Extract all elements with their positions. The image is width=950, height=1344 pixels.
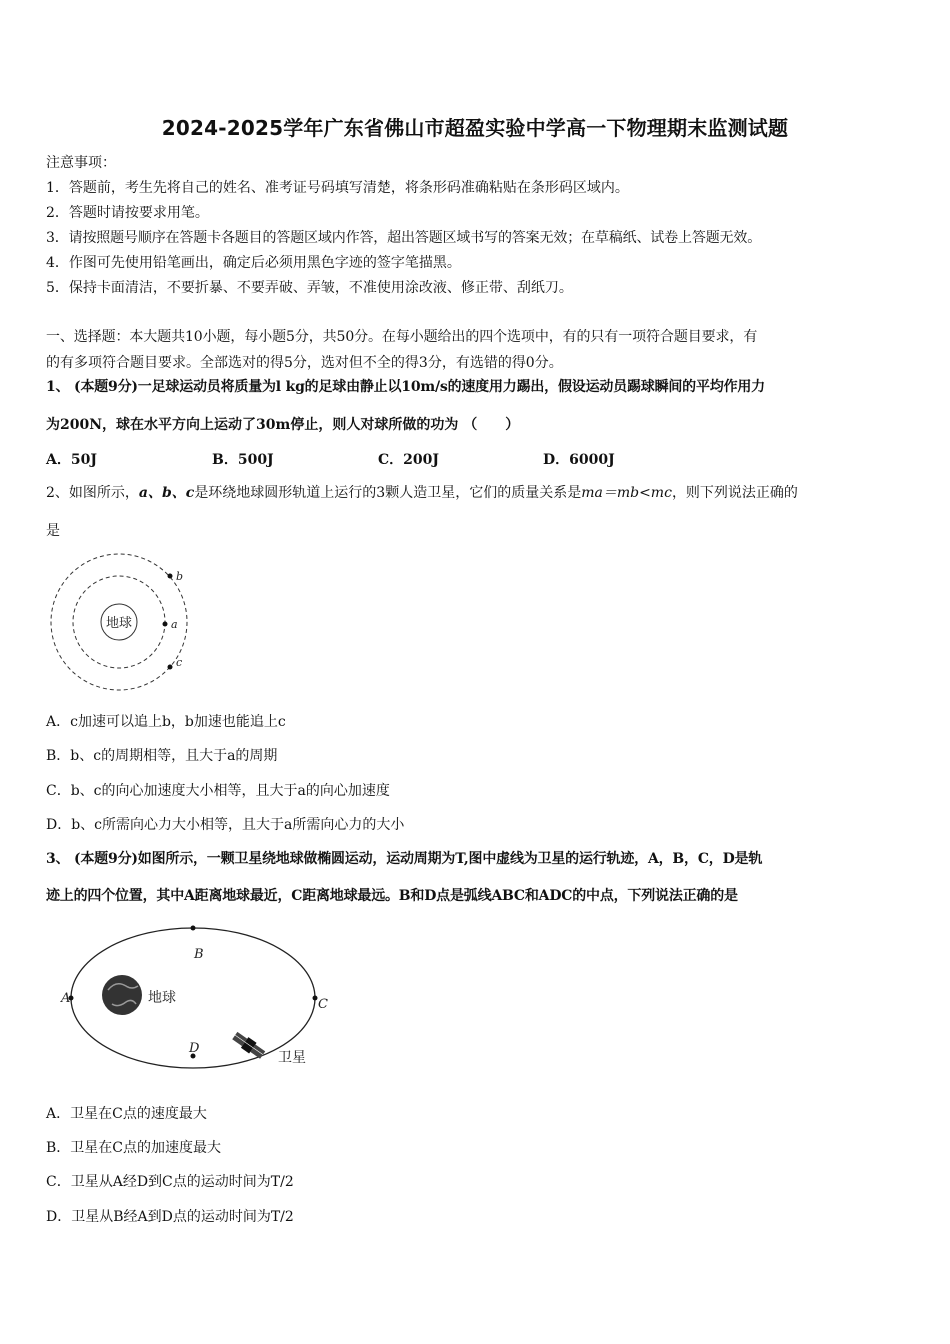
q2-stem-line-2: 是 xyxy=(46,523,60,539)
q2-mass-relation: ma＝mb<mc xyxy=(581,485,672,501)
q3-orbit-figure xyxy=(56,916,346,1076)
q1-stem-line-2: 为200N，球在水平方向上运动了30m停止，则人对球所做的功为 （ ） xyxy=(46,417,520,433)
q2-option-c: C．b、c的向心加速度大小相等，且大于a的向心加速度 xyxy=(46,783,390,799)
notice-item-2: 2．答题时请按要求用笔。 xyxy=(46,205,209,221)
q2-option-b: B．b、c的周期相等，且大于a的周期 xyxy=(46,748,278,764)
earth-icon xyxy=(102,975,142,1015)
q2-stem-part-2: 是环绕地球圆形轨道上运行的3颗人造卫星，它们的质量关系是 xyxy=(194,485,582,501)
notice-item-3: 3．请按照题号顺序在答题卡各题目的答题区域内作答，超出答题区域书写的答案无效；在草稿纸、试卷上答题无效。 xyxy=(46,230,762,246)
section-intro-line-2: 的有多项符合题目要求。全部选对的得5分，选对但不全的得3分，有选错的得0分。 xyxy=(46,355,563,371)
notice-item-5: 5．保持卡面清洁，不要折暴、不要弄破、弄皱，不准使用涂改液、修正带、刮纸刀。 xyxy=(46,280,573,296)
q2-orbit-figure xyxy=(46,548,206,698)
q1-stem-line-1: 1、 (本题9分)一足球运动员将质量为l kg的足球由静止以10m/s的速度用力踢出，假设运动员踢球瞬间的平均作用力 xyxy=(46,379,765,395)
label-c: c xyxy=(176,656,183,669)
point-c xyxy=(313,996,318,1001)
q2-option-a: A．c加速可以追上b，b加速也能追上c xyxy=(46,714,286,730)
q3-stem-line-2: 迹上的四个位置，其中A距离地球最近，C距离地球最远。B和D点是弧线ABC和ADC的中点，下列说法正确的是 xyxy=(46,888,738,904)
label-c: C xyxy=(318,997,328,1012)
q2-stem-line-1 xyxy=(46,482,798,502)
q2-stem-part-1: 2、如图所示， xyxy=(46,485,139,501)
label-d: D xyxy=(189,1041,200,1056)
label-b: B xyxy=(194,947,204,962)
earth-label: 地球 xyxy=(148,990,176,1006)
q3-option-b: B．卫星在C点的加速度最大 xyxy=(46,1140,221,1156)
q1-option-d: D．6000J xyxy=(543,452,615,468)
satellite-b xyxy=(168,574,173,579)
satellite-c xyxy=(168,665,173,670)
q2-satellite-vars: a、b、c xyxy=(138,485,195,501)
q2-stem-part-3: ，则下列说法正确的 xyxy=(671,485,798,501)
label-a: A xyxy=(61,991,71,1006)
label-b: b xyxy=(176,570,184,583)
q1-option-b: B．500J xyxy=(212,452,274,468)
q3-stem-line-1: 3、 (本题9分)如图所示，一颗卫星绕地球做椭圆运动，运动周期为T,图中虚线为卫星的运行轨迹，A，B，C，D是轨 xyxy=(46,851,763,867)
notice-item-1: 1．答题前，考生先将自己的姓名、准考证号码填写清楚，将条形码准确粘贴在条形码区域内。 xyxy=(46,180,629,196)
q2-option-d: D．b、c所需向心力大小相等，且大于a所需向心力的大小 xyxy=(46,817,405,833)
q1-option-a: A．50J xyxy=(46,452,97,468)
notice-heading: 注意事项： xyxy=(46,155,116,171)
page-title: 2024-2025学年广东省佛山市超盈实验中学高一下物理期末监测试题 xyxy=(161,116,789,140)
q3-option-a: A．卫星在C点的速度最大 xyxy=(46,1106,207,1122)
label-a: a xyxy=(171,618,178,631)
notice-item-4: 4．作图可先使用铅笔画出，确定后必须用黑色字迹的签字笔描黑。 xyxy=(46,255,461,271)
q3-option-d: D．卫星从B经A到D点的运动时间为T/2 xyxy=(46,1209,294,1225)
earth-label: 地球 xyxy=(105,616,133,631)
satellite-label: 卫星 xyxy=(278,1050,306,1066)
section-intro-line-1: 一、选择题：本大题共10小题，每小题5分，共50分。在每小题给出的四个选项中，有的只有一项符合题目要求，有 xyxy=(46,329,758,345)
q3-option-c: C．卫星从A经D到C点的运动时间为T/2 xyxy=(46,1174,294,1190)
satellite-a xyxy=(163,622,168,627)
point-b xyxy=(191,926,196,931)
satellite-icon xyxy=(231,1030,266,1060)
q1-option-c: C．200J xyxy=(378,452,439,468)
